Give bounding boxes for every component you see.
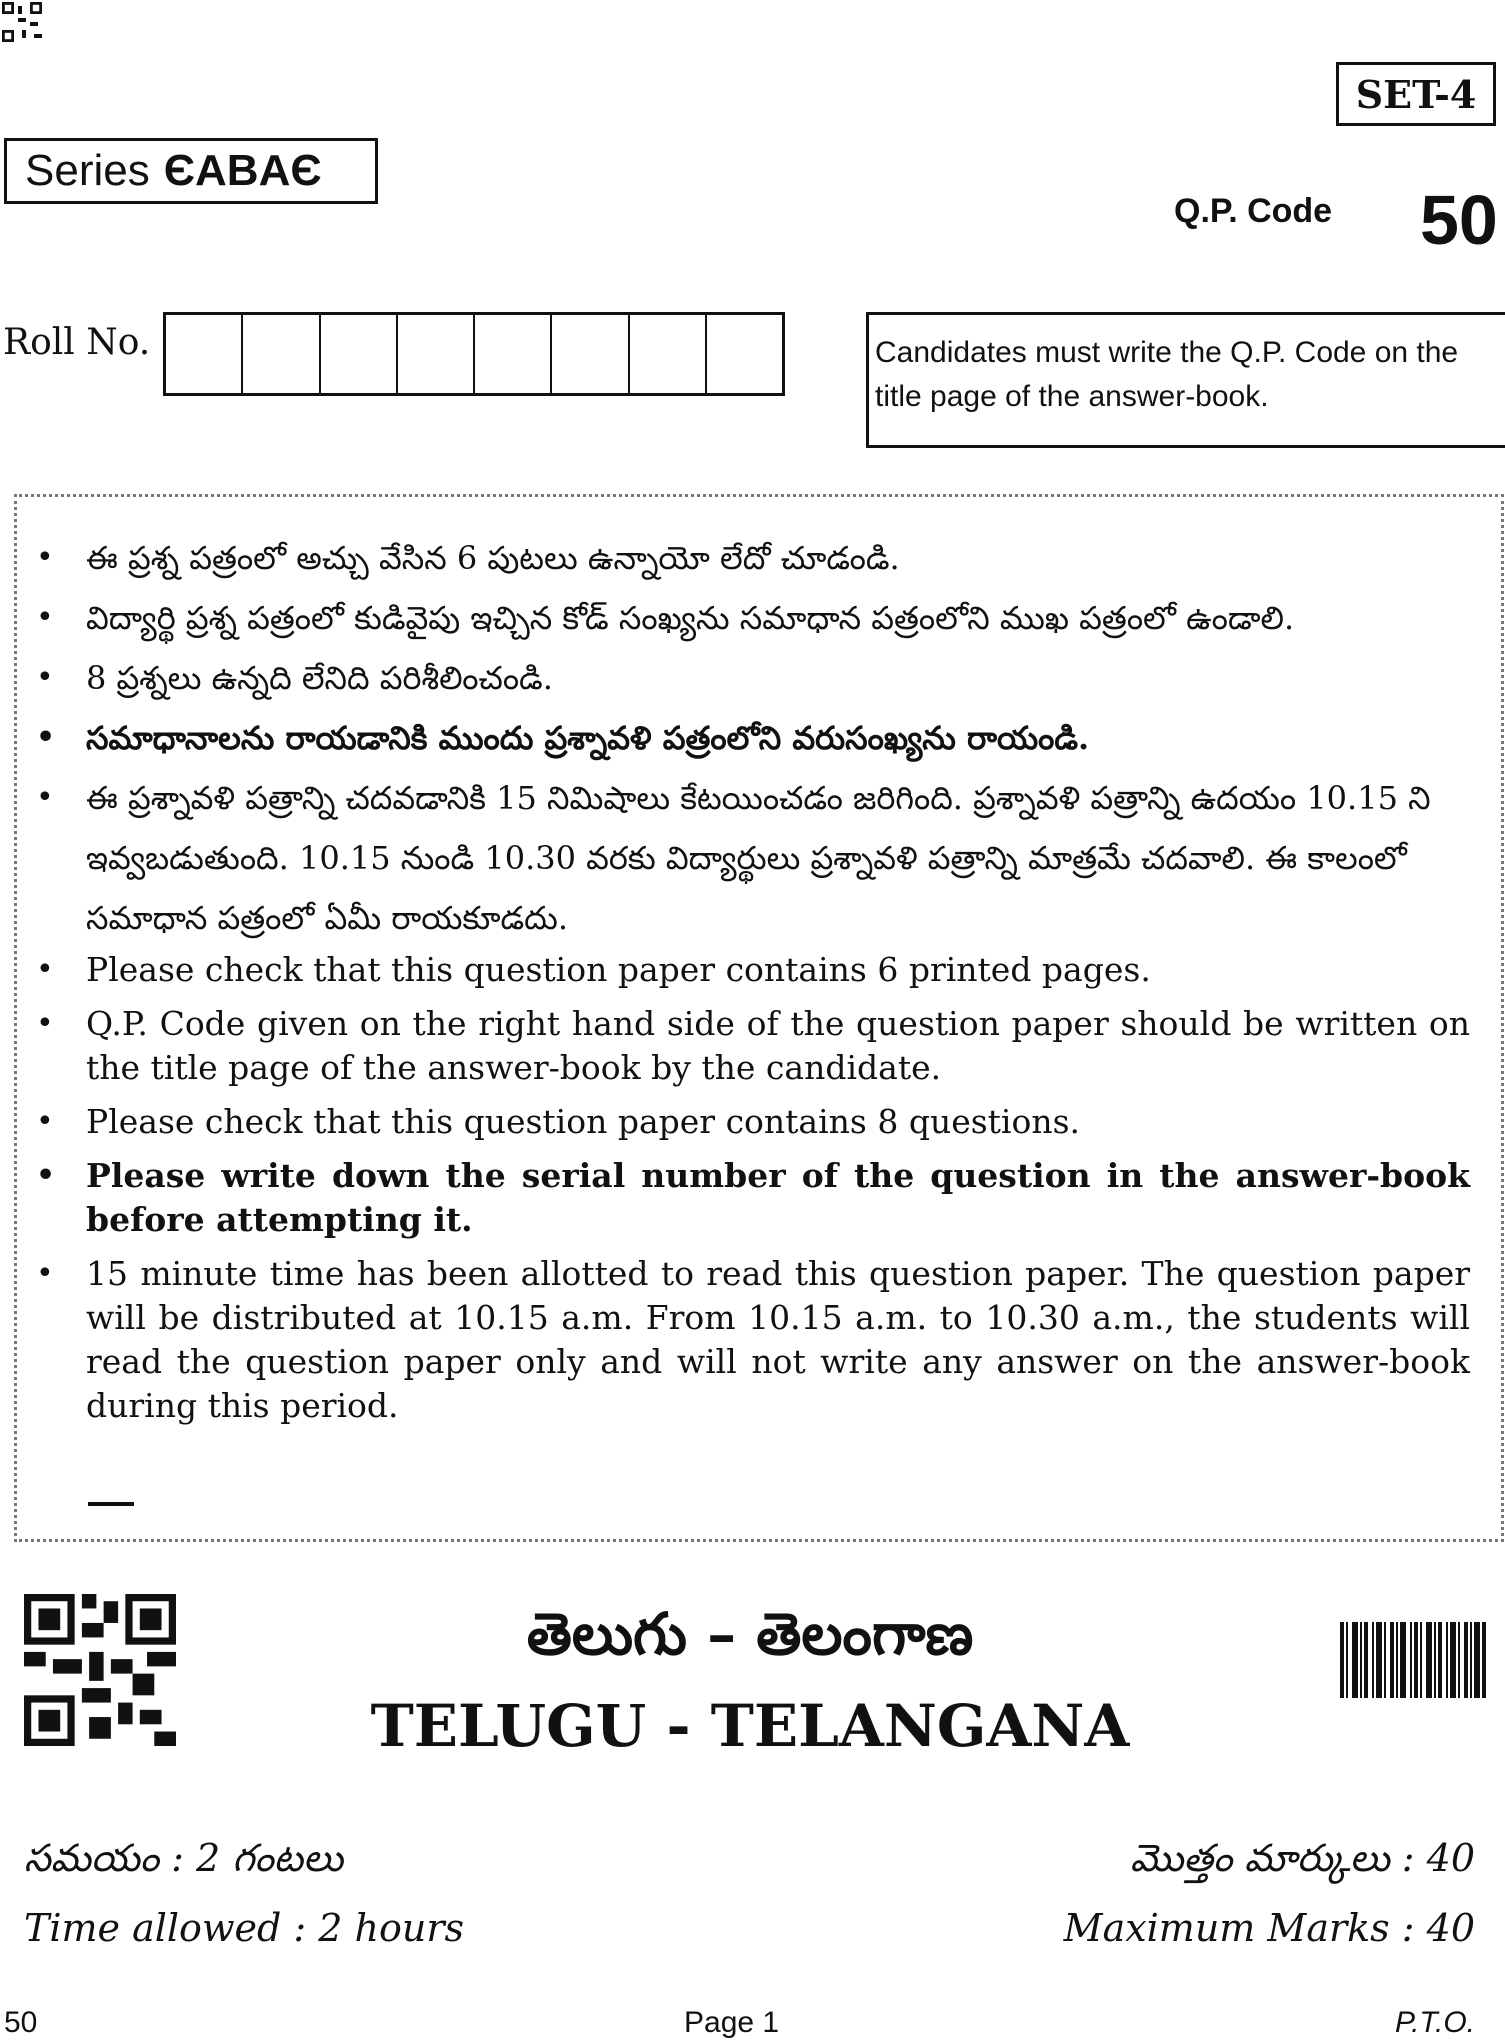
bullet-icon: • bbox=[36, 540, 54, 575]
bullet-icon: • bbox=[36, 720, 56, 755]
instruction-en-5: • 15 minute time has been allotted to read this question paper. The question paper will be distributed at 10.15 a.m. From 10.15 a.m. to 10.30 a.m., the students will read the question paper only and will not write any answer on the answer-book during this period. bbox=[36, 1254, 1470, 1425]
roll-cell[interactable] bbox=[707, 315, 782, 393]
roll-number-boxes[interactable] bbox=[163, 312, 785, 396]
instruction-te-1: • ఈ ప్రశ్న పత్రంలో అచ్చు వేసిన 6 పుటలు ఉన్నాయో లేదో చూడండి. bbox=[30, 528, 1470, 588]
footer-code: 50 bbox=[4, 2006, 38, 2039]
instruction-en-3: • Please check that this question paper contains 8 questions. bbox=[30, 1100, 1470, 1144]
instruction-en-4: • Please write down the serial number of the question in the answer-book before attempting it. bbox=[36, 1156, 1470, 1239]
subject-title-telugu: తెలుగు – తెలంగాణ bbox=[526, 1600, 974, 1668]
instruction-en-2: • Q.P. Code given on the right hand side of the question paper should be written on the title page of the answer-book by the candidate. bbox=[36, 1004, 1470, 1087]
max-marks-telugu: మొత్తం మార్కులు : 40 bbox=[1130, 1836, 1475, 1880]
roll-number-label: Roll No. bbox=[3, 322, 151, 363]
qp-code-label: Q.P. Code bbox=[1174, 192, 1333, 230]
end-dash bbox=[88, 1502, 134, 1506]
subject-title-english: TELUGU - TELANGANA bbox=[370, 1692, 1130, 1760]
series-label: Series bbox=[25, 146, 150, 195]
bullet-icon: • bbox=[36, 1104, 54, 1139]
barcode bbox=[1340, 1622, 1486, 1698]
candidate-note: Candidates must write the Q.P. Code on the title page of the answer-book. bbox=[866, 312, 1505, 448]
instruction-en-1: • Please check that this question paper contains 6 printed pages. bbox=[30, 948, 1470, 992]
footer-pto: P.T.O. bbox=[1394, 2006, 1475, 2039]
roll-cell[interactable] bbox=[630, 315, 707, 393]
bullet-icon: • bbox=[36, 780, 54, 815]
instruction-te-5: • ఈ ప్రశ్నావళి పత్రాన్ని చదవడానికి 15 నిమిషాలు కేటయించడం జరిగింది. ప్రశ్నావళి పత్రాన్ని ఉదయం 10.15 ని ఇవ్వబడుతుంది. 10.15 నుండి 10.30 వరకు విద్యార్థులు ప్రశ్నావళి పత్రాన్ని మాత్రమే చదవాలి. ఈ కాలంలో సమాధాన పత్రంలో ఏమీ రాయకూడదు. bbox=[30, 768, 1470, 948]
time-allowed-telugu: సమయం : 2 గంటలు bbox=[24, 1836, 344, 1880]
roll-cell[interactable] bbox=[321, 315, 398, 393]
bullet-icon: • bbox=[36, 1006, 54, 1041]
bullet-icon: • bbox=[36, 660, 54, 695]
max-marks: Maximum Marks : 40 bbox=[1063, 1906, 1475, 1950]
set-label: SET-4 bbox=[1336, 62, 1496, 126]
small-qr-code bbox=[2, 2, 42, 42]
roll-cell[interactable] bbox=[398, 315, 475, 393]
qp-code-value: 50 bbox=[1420, 181, 1498, 259]
roll-cell[interactable] bbox=[475, 315, 552, 393]
roll-cell[interactable] bbox=[552, 315, 629, 393]
footer-page-number: Page 1 bbox=[684, 2006, 780, 2039]
instruction-te-3: • 8 ప్రశ్నలు ఉన్నది లేనిది పరిశీలించండి. bbox=[30, 648, 1470, 708]
roll-cell[interactable] bbox=[243, 315, 320, 393]
instruction-te-2: • విద్యార్థి ప్రశ్న పత్రంలో కుడివైపు ఇచ్చిన కోడ్ సంఖ్యను సమాధాన పత్రంలోని ముఖ పత్రంలో ఉండాలి. bbox=[30, 588, 1470, 648]
bullet-icon: • bbox=[36, 1158, 56, 1193]
instruction-te-4: • సమాధానాలను రాయడానికి ముందు ప్రశ్నావళి పత్రంలోని వరుసంఖ్యను రాయండి. bbox=[30, 708, 1470, 768]
roll-cell[interactable] bbox=[166, 315, 243, 393]
qr-code bbox=[24, 1594, 176, 1746]
bullet-icon: • bbox=[36, 600, 54, 635]
series-box bbox=[4, 138, 378, 204]
instructions-list bbox=[30, 528, 1470, 1438]
bullet-icon: • bbox=[36, 1256, 54, 1291]
time-allowed: Time allowed : 2 hours bbox=[24, 1906, 464, 1950]
series-value: ЄABAЄ bbox=[163, 146, 322, 195]
bullet-icon: • bbox=[36, 952, 54, 987]
